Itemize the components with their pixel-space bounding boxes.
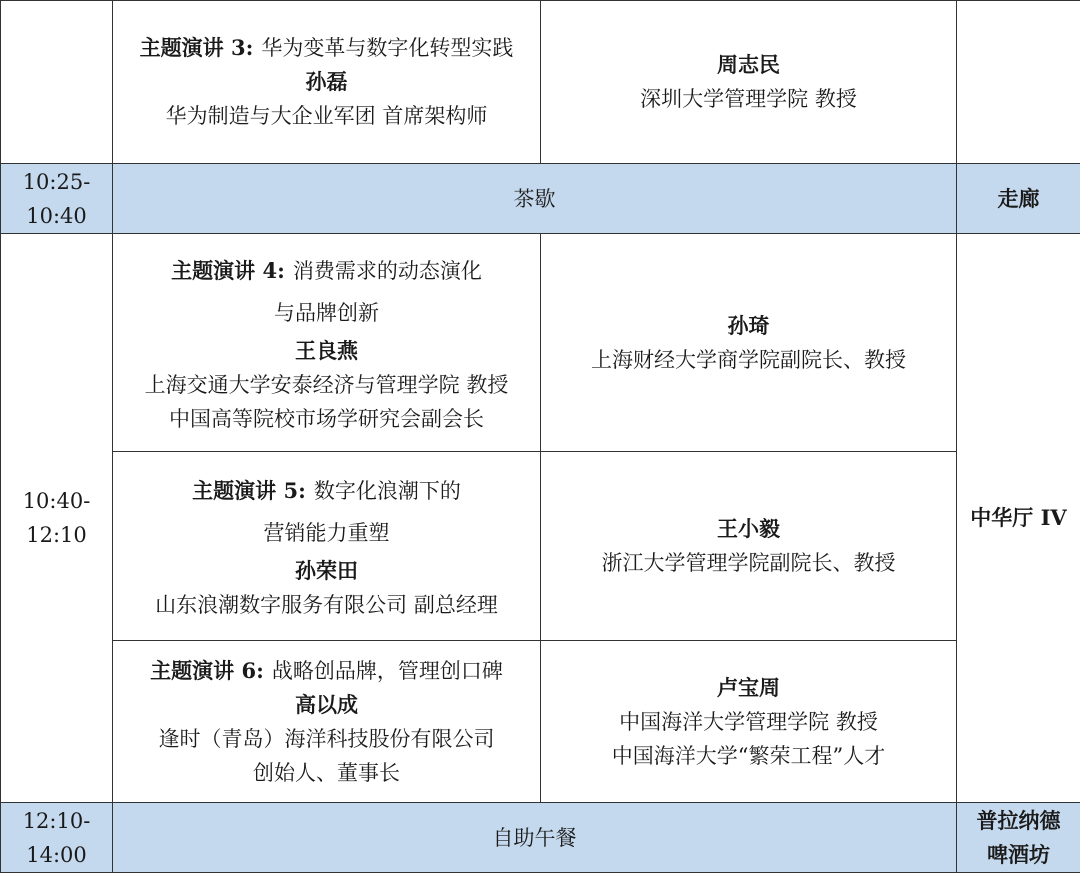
talk-label: 主题演讲 3: — [140, 35, 254, 60]
talk-title-line2: 与品牌创新 — [113, 292, 540, 334]
speaker-affiliation-2: 中国高等院校市场学研究会副会长 — [113, 402, 540, 436]
host-title: 浙江大学管理学院副院长、教授 — [541, 546, 956, 580]
host-cell — [541, 234, 957, 452]
talk-title-line2: 营销能力重塑 — [113, 512, 540, 554]
host-cell — [541, 641, 957, 803]
talk-title-text: 数字化浪潮下的 — [314, 479, 461, 503]
time-text: 10:25- 10:40 — [1, 165, 112, 233]
host-title-2: 中国海洋大学“繁荣工程”人才 — [541, 739, 956, 773]
time-text: 10:40- 12:10 — [1, 484, 112, 552]
time-cell — [1, 234, 113, 803]
speaker-name: 孙磊 — [113, 65, 540, 99]
speaker-affiliation: 山东浪潮数字服务有限公司 副总经理 — [113, 588, 540, 622]
host-cell — [541, 452, 957, 641]
talk-label: 主题演讲 4: — [171, 258, 285, 283]
speaker-affiliation: 华为制造与大企业军团 首席架构师 — [113, 99, 540, 133]
host-title: 上海财经大学商学院副院长、教授 — [541, 343, 956, 377]
host-name: 卢宝周 — [541, 671, 956, 705]
host-title: 深圳大学管理学院 教授 — [541, 82, 956, 116]
speaker-name: 孙荣田 — [113, 554, 540, 588]
talk-cell — [113, 452, 541, 641]
talk-cell — [113, 641, 541, 803]
speaker-affiliation-2: 创始人、董事长 — [113, 756, 540, 790]
venue-cell — [957, 803, 1080, 873]
speaker-affiliation: 逢时（青岛）海洋科技股份有限公司 — [113, 722, 540, 756]
venue-cell: 走廊 — [957, 164, 1080, 234]
speaker-name: 王良燕 — [113, 334, 540, 368]
venue-cell: 中华厅 IV — [957, 234, 1080, 803]
time-cell — [1, 164, 113, 234]
agenda-row-keynote-6 — [1, 641, 1080, 803]
talk-cell — [113, 234, 541, 452]
lunch-label: 自助午餐 — [113, 803, 957, 873]
talk-label: 主题演讲 5: — [192, 478, 306, 503]
agenda-row-keynote-5 — [1, 452, 1080, 641]
agenda-row-tea-break — [1, 164, 1080, 234]
talk-title-text: 消费需求的动态演化 — [293, 259, 482, 283]
speaker-name: 高以成 — [113, 688, 540, 722]
talk-cell — [113, 1, 541, 164]
venue-cell — [957, 1, 1080, 164]
agenda-row-lunch — [1, 803, 1080, 873]
talk-label: 主题演讲 6: — [150, 658, 264, 683]
host-name: 孙琦 — [541, 309, 956, 343]
talk-title — [113, 654, 540, 688]
host-name: 周志民 — [541, 48, 956, 82]
talk-title-text: 战略创品牌，管理创口碑 — [272, 659, 503, 683]
time-cell — [1, 1, 113, 164]
host-cell — [541, 1, 957, 164]
talk-title — [113, 470, 540, 512]
time-cell — [1, 803, 113, 873]
host-title: 中国海洋大学管理学院 教授 — [541, 705, 956, 739]
talk-title — [113, 31, 540, 65]
talk-title-text: 华为变革与数字化转型实践 — [261, 36, 513, 60]
agenda-row-keynote-3 — [1, 1, 1080, 164]
talk-title — [113, 250, 540, 292]
agenda-row-keynote-4 — [1, 234, 1080, 452]
time-text: 12:10- 14:00 — [1, 804, 112, 872]
break-label: 茶歇 — [113, 164, 957, 234]
host-name: 王小毅 — [541, 512, 956, 546]
venue-text: 普拉纳德 啤酒坊 — [957, 804, 1080, 872]
speaker-affiliation: 上海交通大学安泰经济与管理学院 教授 — [113, 368, 540, 402]
